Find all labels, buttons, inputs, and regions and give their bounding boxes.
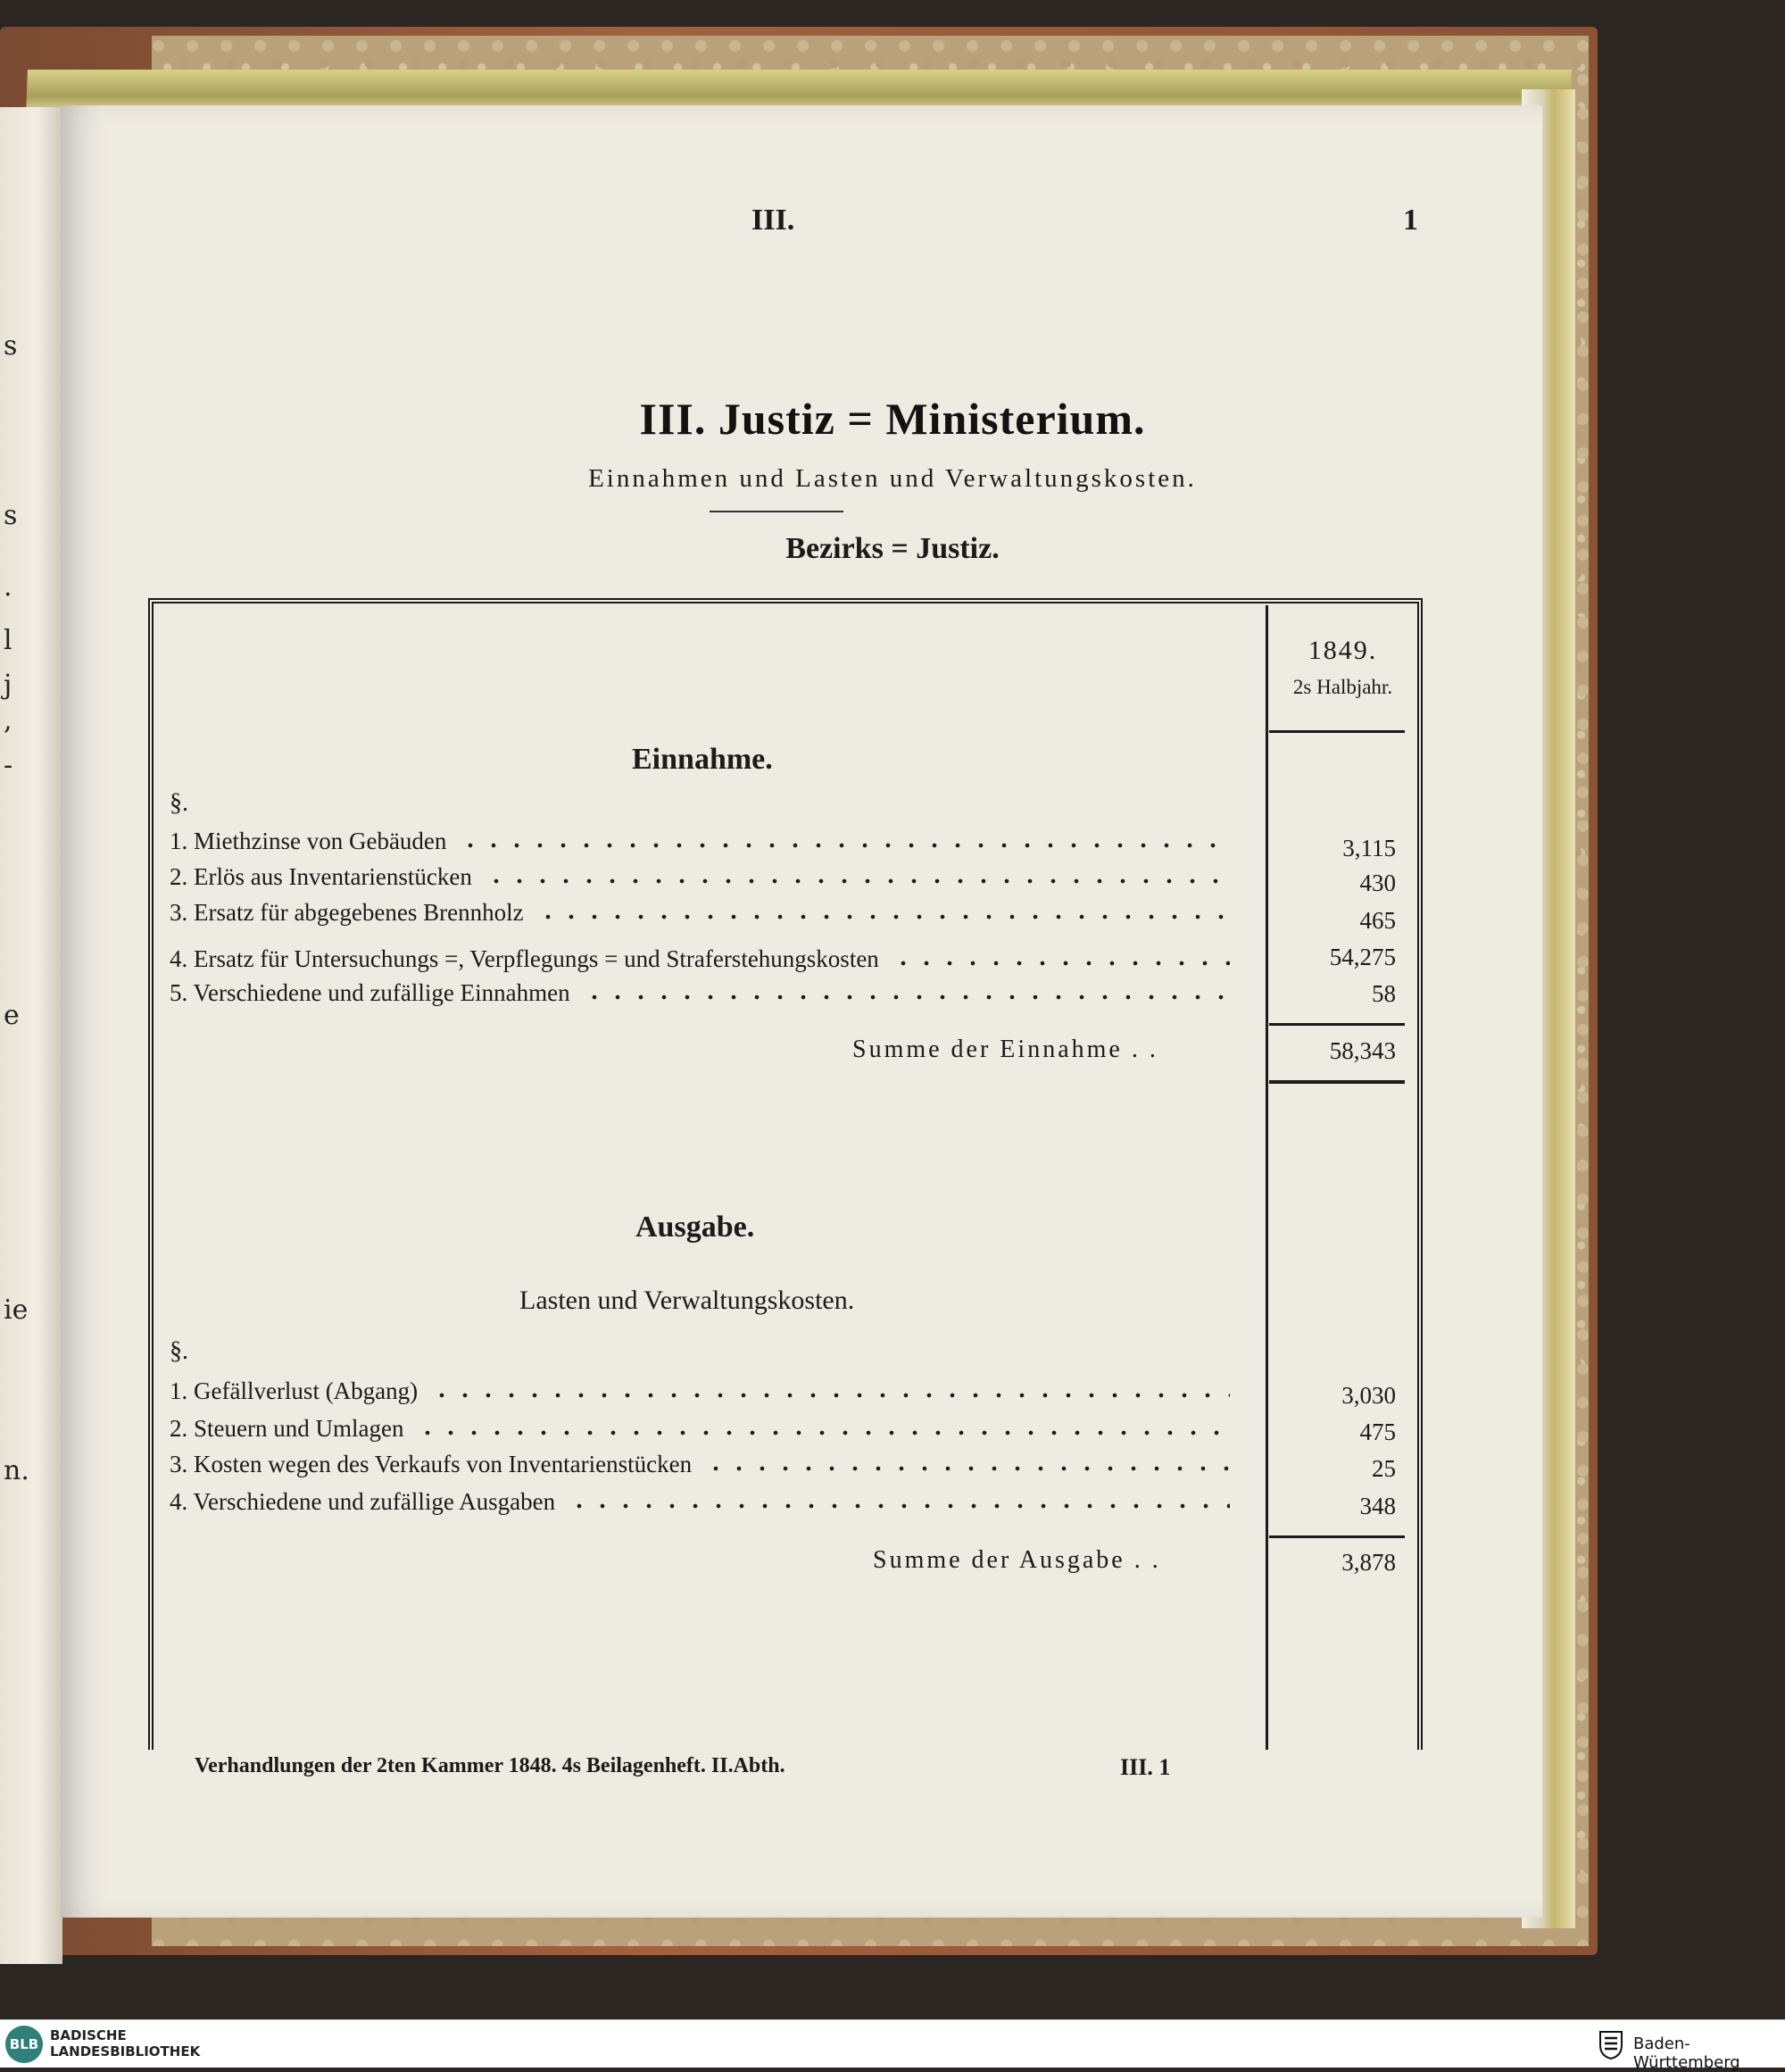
- table-frame: [148, 598, 1423, 1750]
- row-label: 3. Ersatz für abgegebenes Brennholz: [170, 899, 524, 926]
- row-label: 4. Ersatz für Untersuchungs =, Verpflegungs = und Straferstehungskosten: [170, 945, 879, 972]
- left-margin-char: e: [4, 1000, 20, 1031]
- income-row: [170, 941, 1241, 973]
- row-value: 54,275: [1329, 944, 1396, 970]
- row-value: 3,030: [1341, 1382, 1396, 1409]
- column-divider: [1266, 605, 1268, 1750]
- library-name-line: BADISCHE: [50, 2027, 127, 2043]
- dot-leader: [568, 1502, 1230, 1510]
- column-year: 1849.: [1308, 636, 1378, 665]
- left-margin-char: -: [4, 750, 13, 781]
- row-label: 2. Erlös aus Inventarienstücken: [170, 863, 472, 890]
- expense-sum-label: Summe der Ausgabe . .: [873, 1546, 1161, 1574]
- dot-leader: [485, 877, 1230, 886]
- sum-double-rule: [1269, 1080, 1405, 1084]
- row-label: 3. Kosten wegen des Verkaufs von Inventarienstücken: [170, 1451, 693, 1477]
- dot-leader: [892, 959, 1230, 968]
- row-value: 465: [1359, 907, 1396, 934]
- footer-citation: Verhandlungen der 2ten Kammer 1848. 4s Beilagenheft. II.Abth.: [195, 1754, 785, 1777]
- left-margin-char: ,: [4, 705, 12, 736]
- income-row: [170, 895, 1241, 927]
- row-label: 1. Gefällverlust (Abgang): [170, 1377, 419, 1404]
- income-sum-value: 58,343: [1329, 1037, 1396, 1064]
- left-margin-char: s: [4, 500, 18, 531]
- coat-of-arms-icon: [1598, 2029, 1624, 2060]
- income-sum-label: Summe der Einnahme . .: [852, 1036, 1158, 1063]
- income-row: [170, 975, 1241, 1007]
- row-label: 2. Steuern und Umlagen: [170, 1415, 404, 1442]
- row-value: 3,115: [1342, 835, 1396, 861]
- expense-subheading: Lasten und Verwaltungskosten.: [519, 1286, 855, 1315]
- divider: [710, 511, 843, 512]
- dot-leader: [536, 912, 1230, 921]
- header-rule: [1269, 730, 1405, 733]
- dot-leader: [704, 1464, 1230, 1473]
- expense-row: [170, 1446, 1241, 1478]
- section-heading: Bezirks = Justiz.: [785, 532, 1000, 565]
- blb-logo-icon[interactable]: BLB: [5, 2026, 43, 2063]
- income-row: [170, 823, 1241, 855]
- income-heading: Einnahme.: [632, 743, 773, 776]
- library-name-line: LANDESBIBLIOTHEK: [50, 2043, 201, 2060]
- left-margin-char: s: [4, 330, 18, 362]
- expense-row: [170, 1484, 1241, 1516]
- left-margin-char: ie: [4, 1294, 29, 1326]
- state-label[interactable]: Baden-Württemberg: [1633, 2035, 1740, 2072]
- row-label: 1. Miethzinse von Gebäuden: [170, 828, 447, 854]
- viewer-bottom-bar: [0, 2019, 1785, 2072]
- library-name[interactable]: [50, 2027, 200, 2060]
- row-value: 430: [1359, 870, 1396, 896]
- dot-leader: [459, 841, 1230, 850]
- sum-rule: [1269, 1023, 1405, 1026]
- left-margin-char: .: [4, 571, 12, 603]
- column-half-year: 2s Halbjahr.: [1292, 676, 1393, 698]
- row-value: 475: [1359, 1419, 1396, 1445]
- row-value: 348: [1359, 1493, 1396, 1519]
- expense-heading: Ausgabe.: [635, 1211, 755, 1244]
- footer-signature: III. 1: [1120, 1754, 1171, 1780]
- dot-leader: [430, 1391, 1230, 1400]
- running-header: III.: [751, 204, 795, 237]
- income-row: [170, 859, 1241, 891]
- paragraph-symbol: §.: [170, 1337, 188, 1365]
- left-page-strip: [0, 107, 62, 1964]
- page-number: 1: [1403, 204, 1418, 237]
- row-label: 5. Verschiedene und zufällige Einnahmen: [170, 979, 570, 1006]
- expense-row: [170, 1410, 1241, 1443]
- dot-leader: [583, 993, 1230, 1002]
- row-value: 25: [1372, 1455, 1396, 1482]
- left-margin-char: j: [4, 670, 12, 701]
- paragraph-symbol: §.: [170, 789, 188, 817]
- row-value: 58: [1372, 980, 1396, 1007]
- row-label: 4. Verschiedene und zufällige Ausgaben: [170, 1488, 556, 1515]
- left-margin-char: n.: [4, 1455, 29, 1486]
- expense-sum-value: 3,878: [1341, 1549, 1396, 1576]
- expense-row: [170, 1373, 1241, 1405]
- sum-rule: [1269, 1535, 1405, 1538]
- left-margin-char: l: [4, 625, 12, 656]
- dot-leader: [416, 1428, 1230, 1437]
- page-subtitle: Einnahmen und Lasten und Verwaltungskosten.: [588, 464, 1197, 493]
- page-title: III. Justiz = Ministerium.: [639, 394, 1146, 444]
